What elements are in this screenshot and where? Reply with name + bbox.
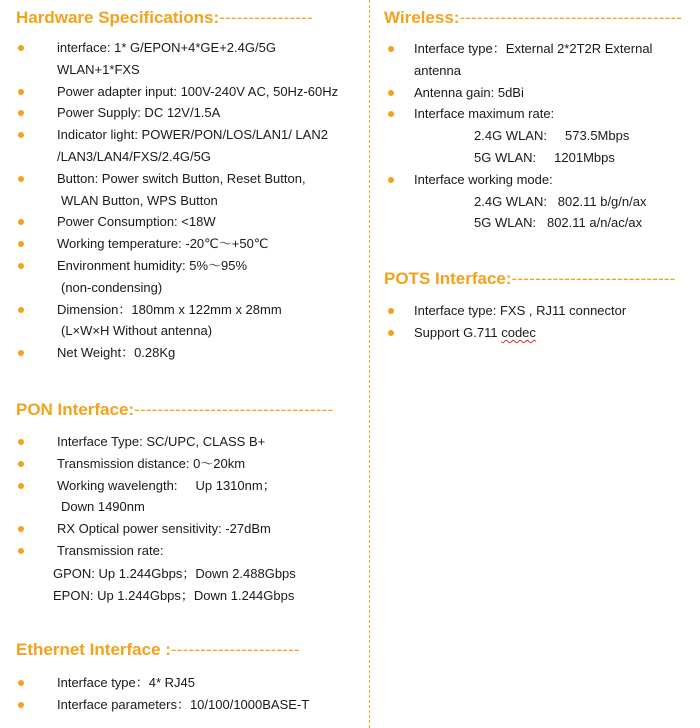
bullet-icon — [18, 702, 24, 708]
pon-rates — [53, 563, 296, 607]
bullet-icon — [18, 176, 24, 182]
bullet-icon — [388, 46, 394, 52]
wireless-section — [384, 6, 700, 30]
item-text: Interface parameters：10/100/1000BASE-T — [57, 696, 310, 712]
pon-dashes: ---------------------------------- — [134, 400, 334, 419]
list-item — [0, 37, 338, 81]
list-item — [372, 322, 626, 344]
pon-list — [0, 431, 276, 562]
pots-title: POTS Interface: — [384, 269, 512, 288]
list-item — [0, 124, 338, 168]
bullet-icon — [18, 439, 24, 445]
pots-dashes: ---------------------------- — [511, 269, 676, 288]
list-item — [0, 518, 276, 540]
list-item — [372, 38, 652, 82]
bullet-icon — [18, 45, 24, 51]
list-item — [0, 81, 338, 103]
bullet-icon — [18, 548, 24, 554]
list-item — [372, 300, 626, 322]
item-text: Interface type: FXS , RJ11 connector — [414, 303, 627, 318]
codec-prefix: Support G.711 — [414, 324, 502, 340]
list-item — [372, 82, 652, 104]
item-text-cont: /LAN3/LAN4/FXS/2.4G/5G — [57, 148, 211, 164]
item-text: Antenna gain: 5dBi — [414, 84, 524, 100]
item-text: Transmission distance: 0～20km — [57, 455, 246, 471]
list-item — [0, 540, 276, 562]
item-text-cont: WLAN Button, WPS Button — [61, 192, 218, 208]
bullet-icon — [18, 89, 24, 95]
ethernet-section — [16, 638, 366, 662]
pots-list — [372, 300, 626, 344]
max-rate-5g: 5G WLAN: 1201Mbps — [474, 149, 615, 165]
bullet-icon — [18, 350, 24, 356]
wireless-title: Wireless: — [384, 8, 460, 27]
bullet-icon — [18, 680, 24, 686]
item-text: Working wavelength: Up 1310nm； — [57, 477, 276, 493]
ethernet-dashes: ---------------------- — [170, 640, 300, 659]
bullet-icon — [18, 263, 24, 269]
item-text: Indicator light: POWER/PON/LOS/LAN1/ LAN2 — [57, 127, 328, 143]
bullet-icon — [18, 307, 24, 313]
bullet-icon — [388, 90, 394, 96]
wireless-dashes: -------------------------------------- — [459, 8, 683, 27]
item-text: Power Consumption: <18W — [57, 214, 216, 230]
list-item — [0, 211, 338, 233]
list-item — [0, 694, 309, 716]
item-text: Dimension：180mm x 122mm x 28mm — [57, 301, 282, 317]
item-text: Working temperature: -20℃～+50℃ — [57, 236, 269, 252]
ethernet-title: Ethernet Interface : — [16, 640, 171, 659]
hardware-dashes: ---------------- — [219, 8, 313, 27]
bullet-icon — [18, 132, 24, 138]
list-item — [0, 431, 276, 453]
hardware-heading — [16, 6, 366, 30]
mode-5g: 5G WLAN: 802.11 a/n/ac/ax — [474, 215, 643, 231]
hardware-section — [16, 6, 366, 30]
item-text: RX Optical power sensitivity: -27dBm — [57, 521, 271, 537]
item-text: Net Weight：0.28Kg — [57, 345, 176, 361]
item-text: Interface type：External 2*2T2R External — [414, 41, 653, 56]
max-rate-2g: 2.4G WLAN: 573.5Mbps — [474, 128, 630, 144]
wireless-heading — [384, 6, 700, 30]
list-item — [372, 169, 652, 234]
list-item — [0, 299, 338, 343]
item-text: Environment humidity: 5%～95% — [57, 257, 248, 273]
pon-title: PON Interface: — [16, 400, 135, 419]
pots-section — [384, 267, 700, 291]
list-item — [0, 672, 309, 694]
item-text: Transmission rate: — [57, 542, 164, 558]
mode-2g: 2.4G WLAN: 802.11 b/g/n/ax — [474, 193, 647, 209]
bullet-icon — [18, 110, 24, 116]
list-item — [0, 233, 338, 255]
item-text-cont: antenna — [414, 62, 461, 78]
hardware-list — [0, 37, 338, 364]
item-text: Interface working mode: — [414, 171, 553, 187]
epon-rate: EPON: Up 1.244Gbps；Down 1.244Gbps — [53, 588, 295, 603]
item-text: Power Supply: DC 12V/1.5A — [57, 105, 221, 121]
wireless-list — [372, 38, 652, 234]
item-text: Interface maximum rate: — [414, 106, 555, 122]
bullet-icon — [18, 526, 24, 532]
bullet-icon — [388, 308, 394, 314]
item-text-cont: (L×W×H Without antenna) — [61, 323, 213, 339]
list-item — [0, 102, 338, 124]
codec-word: codec — [501, 324, 536, 340]
ethernet-heading — [16, 638, 366, 662]
bullet-icon — [388, 330, 394, 336]
ethernet-list — [0, 672, 309, 716]
bullet-icon — [388, 177, 394, 183]
bullet-icon — [18, 219, 24, 225]
pon-heading — [16, 398, 366, 422]
pon-section — [16, 398, 366, 422]
list-item — [0, 255, 338, 299]
list-item — [372, 103, 652, 168]
bullet-icon — [18, 241, 24, 247]
item-text: Power adapter input: 100V-240V AC, 50Hz-60Hz — [57, 83, 339, 99]
bullet-icon — [18, 483, 24, 489]
gpon-rate: GPON: Up 1.244Gbps；Down 2.488Gbps — [53, 566, 296, 581]
column-divider — [369, 0, 370, 728]
pots-heading — [384, 267, 700, 291]
bullet-icon — [388, 111, 394, 117]
list-item — [0, 342, 338, 364]
list-item — [0, 453, 276, 475]
hardware-title: Hardware Specifications: — [16, 8, 220, 27]
item-text-cont: WLAN+1*FXS — [57, 61, 140, 77]
item-text: interface: 1* G/EPON+4*GE+2.4G/5G — [57, 40, 276, 55]
item-text-cont: Down 1490nm — [61, 499, 145, 515]
list-item — [0, 168, 338, 212]
bullet-icon — [18, 461, 24, 467]
list-item — [0, 475, 276, 519]
item-text — [414, 322, 626, 344]
item-text-cont: (non-condensing) — [61, 279, 163, 295]
item-text: Interface type：4* RJ45 — [57, 675, 196, 690]
item-text: Button: Power switch Button, Reset Button, — [57, 170, 306, 186]
item-text: Interface Type: SC/UPC, CLASS B+ — [57, 434, 266, 449]
